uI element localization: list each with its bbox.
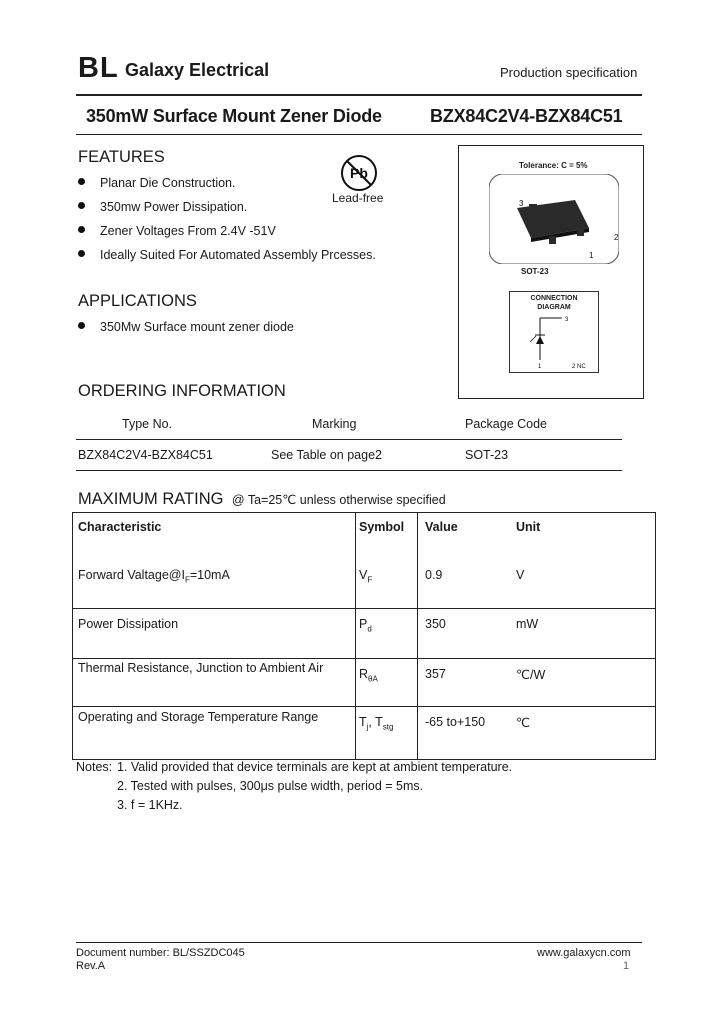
header-characteristic: Characteristic (78, 520, 162, 534)
features-heading: FEATURES (78, 148, 165, 166)
diagram-pin3: 3 (565, 317, 569, 323)
ordering-package: SOT-23 (465, 448, 509, 462)
symbol-cell: $R_{\theta A}$ (359, 667, 378, 684)
notes-label: Notes: (76, 760, 113, 774)
value-cell: 357 (425, 667, 446, 681)
unit-cell: V (516, 568, 525, 582)
note-2: 2. Tested with pulses, 300μs pulse width, period = 5ms. (117, 779, 424, 793)
diagram-pin1: 1 (538, 364, 542, 370)
pin2-label: 2 (614, 233, 619, 242)
pin3-label: 3 (519, 199, 524, 208)
ordering-header-marking: Marking (312, 417, 357, 431)
value-cell: -65 to+150 (425, 715, 486, 729)
bullet-icon (78, 226, 85, 233)
tolerance-label: Tolerance: C = 5% (519, 161, 588, 170)
applications-heading: APPLICATIONS (78, 292, 197, 310)
max-rating-heading-row (78, 490, 446, 509)
leadfree-label: Lead-free (332, 191, 384, 205)
list-item: 350Mw Surface mount zener diode (78, 320, 294, 334)
header-value: Value (425, 520, 458, 534)
max-rating-condition: @ Ta=25℃ unless otherwise specified (231, 493, 446, 507)
list-item: Ideally Suited For Automated Assembly Prcesses. (78, 248, 376, 262)
unit-cell: ℃/W (516, 668, 546, 682)
ordering-header-package: Package Code (465, 417, 548, 431)
note-1: 1. Valid provided that device terminals are kept at ambient temperature. (117, 760, 513, 774)
ordering-divider (76, 439, 622, 440)
bullet-icon (78, 178, 85, 185)
list-item: 350mw Power Dissipation. (78, 200, 247, 214)
part-number: BZX84C2V4-BZX84C51 (430, 106, 623, 126)
value-cell: 350 (425, 617, 446, 631)
zener-diode-symbol-icon (510, 312, 598, 372)
company-name: Galaxy Electrical (125, 60, 270, 80)
ordering-heading: ORDERING INFORMATION (78, 382, 286, 400)
spec-label: Production specification (500, 65, 638, 80)
bullet-icon (78, 202, 85, 209)
website-link[interactable]: www.galaxycn.com (537, 947, 631, 959)
symbol-cell: $V_F$ (359, 568, 373, 585)
package-box (458, 145, 644, 399)
lead-free-icon (338, 152, 380, 194)
diagram-title-2: DIAGRAM (537, 304, 571, 311)
header-unit: Unit (516, 520, 541, 534)
diagram-pin2nc: 2 NC (572, 364, 586, 370)
ordering-bottom-divider (76, 470, 622, 471)
package-name: SOT-23 (521, 267, 549, 276)
header-divider (76, 94, 642, 96)
ordering-type: BZX84C2V4-BZX84C51 (78, 448, 213, 462)
header-symbol: Symbol (359, 520, 405, 534)
page-number: 1 (623, 960, 630, 972)
leadfree-symbol: Pb (350, 165, 368, 181)
symbol-cell: $T_j$, $T_{stg}$ (359, 715, 394, 732)
max-rating-table (72, 512, 656, 760)
note-3: 3. f = 1KHz. (117, 798, 183, 812)
list-item: Zener Voltages From 2.4V -51V (78, 224, 276, 238)
ordering-header-type: Type No. (122, 417, 173, 431)
doc-number: Document number: BL/SSZDC045 (76, 947, 245, 959)
value-cell: 0.9 (425, 568, 443, 582)
table-row: Forward $Valtage@I_F=10mA$ (78, 568, 230, 585)
title-divider (76, 134, 642, 135)
ordering-marking: See Table on page2 (271, 448, 382, 462)
revision: Rev.A (76, 960, 106, 972)
bullet-icon (78, 322, 85, 329)
table-row: Operating and Storage Temperature Range (78, 710, 319, 724)
table-row: Power Dissipation (78, 617, 179, 631)
max-rating-heading: MAXIMUM RATING (78, 490, 224, 508)
footer-divider (76, 942, 642, 943)
company-logo: BL (78, 52, 119, 84)
list-item: Planar Die Construction. (78, 176, 235, 190)
sot23-package-icon (489, 174, 619, 264)
unit-cell: ℃ (516, 716, 531, 730)
diagram-title-1: CONNECTION (530, 295, 578, 302)
symbol-cell: $P_d$ (359, 617, 372, 634)
pin1-label: 1 (589, 251, 594, 260)
connection-diagram (509, 291, 599, 373)
unit-cell: mW (516, 617, 539, 631)
product-title: 350mW Surface Mount Zener Diode (86, 106, 382, 126)
bullet-icon (78, 250, 85, 257)
table-row: Thermal Resistance, Junction to Ambient Air (78, 661, 324, 675)
